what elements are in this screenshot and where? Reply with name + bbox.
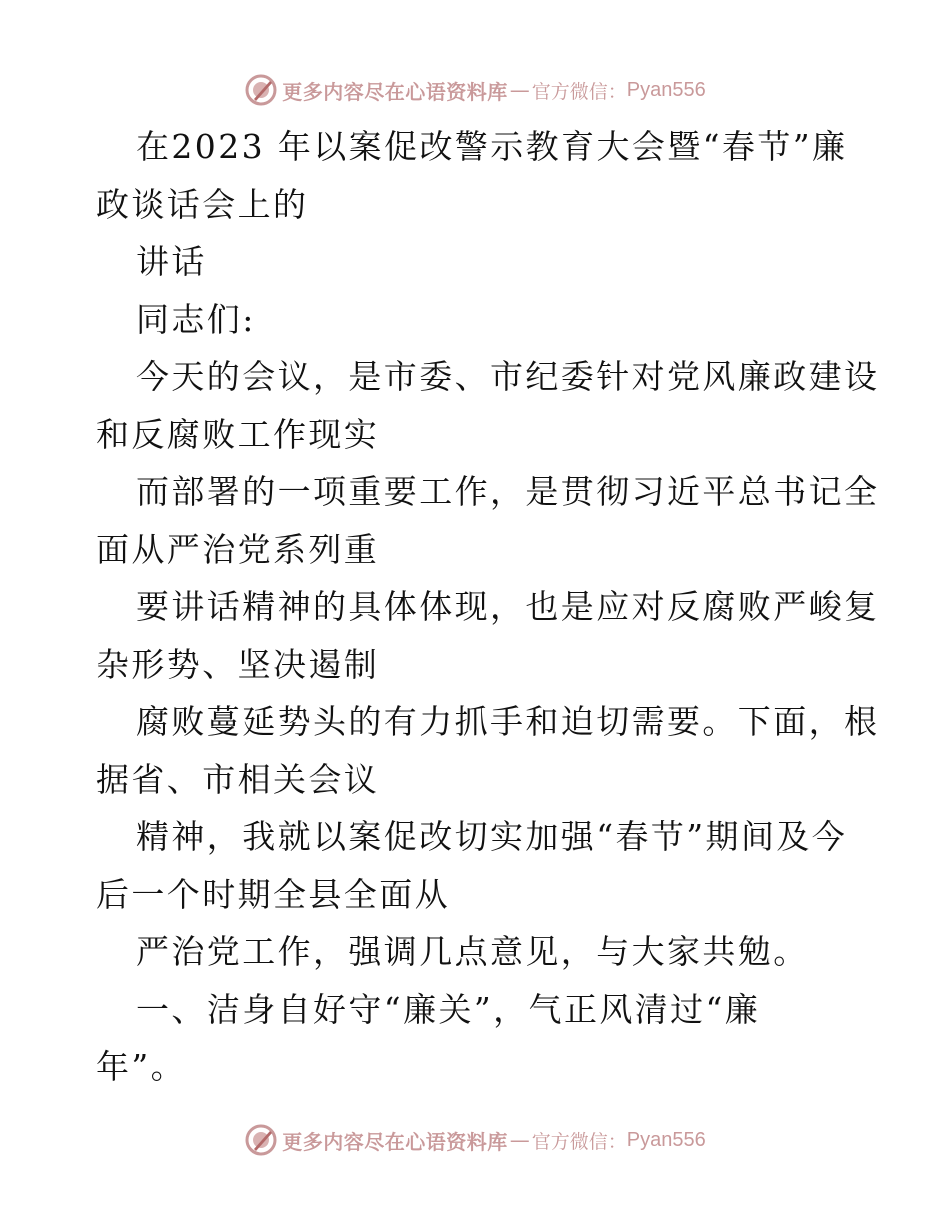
doc-line-11: 腐败蔓延势头的有力抓手和迫切需要。下面，根	[136, 702, 880, 741]
doc-line-section-heading-2: 年”。	[96, 1047, 187, 1086]
logo-icon	[244, 73, 278, 107]
watermark-separator: —	[509, 1128, 530, 1152]
watermark-banner-bottom	[0, 1122, 950, 1158]
doc-line-7: 而部署的一项重要工作，是贯彻习近平总书记全	[136, 472, 880, 511]
logo-icon	[244, 1123, 278, 1157]
watermark-separator: —	[509, 78, 530, 102]
watermark-wechat-label: 官方微信：	[531, 80, 627, 103]
document-body	[96, 118, 880, 1096]
doc-line-section-heading-1: 一、洁身自好守“廉关”，气正风清过“廉	[136, 989, 761, 1029]
watermark-wechat-id: Pyan556	[626, 1128, 706, 1151]
doc-line-9: 要讲话精神的具体体现，也是应对反腐败严峻复	[136, 587, 880, 626]
doc-line-title-1: 在2023 年以案促改警示教育大会暨“春节”廉	[136, 127, 848, 166]
doc-line-6: 和反腐败工作现实	[96, 414, 380, 454]
doc-line-15: 严治党工作，强调几点意见，与大家共勉。	[136, 932, 809, 971]
doc-line-10: 杂形势、坚决遏制	[96, 644, 380, 684]
watermark-wechat-label: 官方微信：	[531, 1130, 627, 1153]
watermark-brand: 更多内容尽在心语资料库	[282, 79, 508, 104]
doc-line-14: 后一个时期全县全面从	[96, 874, 450, 914]
watermark-wechat-id: Pyan556	[626, 78, 706, 101]
doc-line-13: 精神，我就以案促改切实加强“春节”期间及今	[136, 817, 848, 856]
doc-line-salutation: 同志们:	[136, 299, 256, 339]
watermark-brand: 更多内容尽在心语资料库	[282, 1129, 508, 1154]
watermark-banner-top	[0, 72, 950, 108]
doc-line-title-3: 讲话	[136, 242, 207, 281]
doc-line-12: 据省、市相关会议	[96, 759, 380, 799]
doc-line-title-2: 政谈话会上的	[96, 184, 309, 224]
doc-line-8: 面从严治党系列重	[96, 529, 380, 569]
doc-line-5: 今天的会议，是市委、市纪委针对党风廉政建设	[136, 357, 880, 396]
